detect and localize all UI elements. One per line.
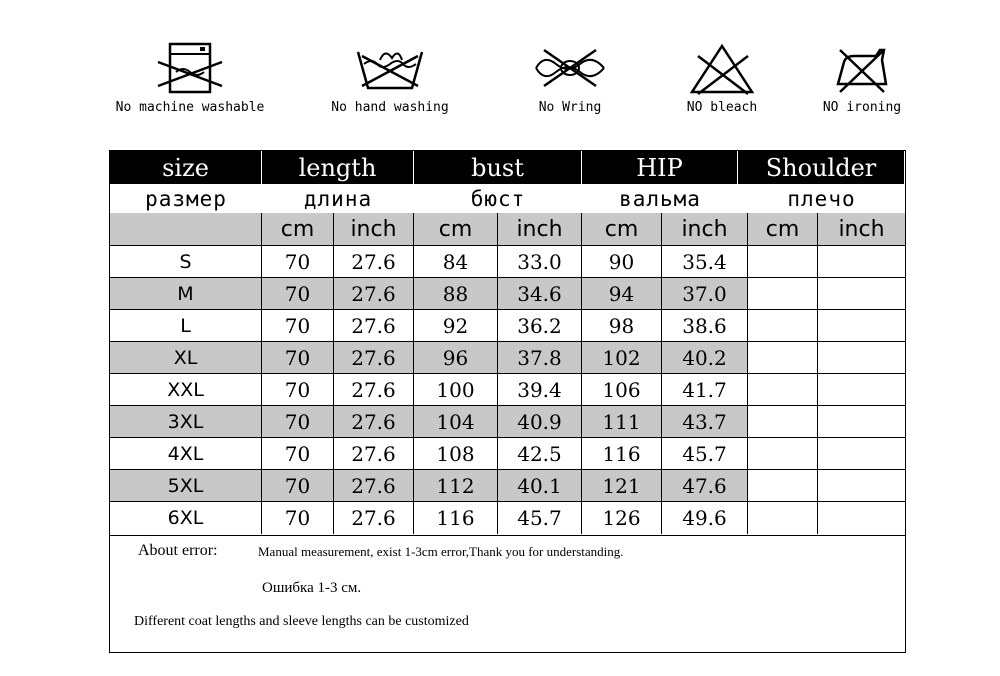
unit-cell: cm: [262, 213, 334, 245]
size-cell: 5XL: [110, 470, 262, 502]
care-label: No Wring: [538, 100, 602, 115]
value-cell: 40.2: [662, 342, 748, 374]
value-cell: 94: [582, 278, 662, 310]
about-error-label: About error:: [138, 542, 218, 559]
unit-cell: cm: [414, 213, 498, 245]
care-no-hand-wash: [300, 40, 480, 115]
header-ru-shoulder: плечо: [787, 186, 856, 211]
care-label: NO ironing: [822, 100, 902, 115]
value-cell: 27.6: [334, 438, 414, 470]
size-cell: L: [110, 310, 262, 342]
value-cell: 42.5: [498, 438, 582, 470]
value-cell: 102: [582, 342, 662, 374]
table-row: [110, 469, 905, 502]
size-cell: XL: [110, 342, 262, 374]
value-cell: 84: [414, 246, 498, 278]
size-cell: S: [110, 246, 262, 278]
value-cell: [748, 374, 818, 406]
value-cell: 38.6: [662, 310, 748, 342]
care-no-machine-wash: [100, 40, 280, 115]
value-cell: 40.9: [498, 406, 582, 438]
value-cell: [748, 438, 818, 470]
value-cell: 27.6: [334, 502, 414, 534]
care-label: NO bleach: [686, 100, 758, 115]
table-row: [110, 405, 905, 438]
value-cell: [818, 438, 905, 470]
size-cell: 3XL: [110, 406, 262, 438]
care-label: No hand washing: [331, 100, 449, 115]
value-cell: 39.4: [498, 374, 582, 406]
value-cell: 70: [262, 470, 334, 502]
value-cell: 40.1: [498, 470, 582, 502]
unit-cell: inch: [838, 216, 885, 242]
header-ru-size: размер: [145, 186, 227, 211]
value-cell: 37.0: [662, 278, 748, 310]
value-cell: 27.6: [334, 278, 414, 310]
value-cell: 27.6: [334, 246, 414, 278]
value-cell: 35.4: [662, 246, 748, 278]
value-cell: [818, 310, 905, 342]
table-header-ru-row: [110, 184, 905, 214]
custom-note: Different coat lengths and sleeve lengths can be customized: [134, 614, 469, 629]
value-cell: 106: [582, 374, 662, 406]
value-cell: 100: [414, 374, 498, 406]
value-cell: 45.7: [662, 438, 748, 470]
header-ru-length: длина: [303, 186, 373, 211]
header-hip: HIP: [582, 151, 738, 184]
value-cell: 49.6: [662, 502, 748, 534]
value-cell: 70: [262, 342, 334, 374]
value-cell: [748, 470, 818, 502]
value-cell: 70: [262, 502, 334, 534]
value-cell: 96: [414, 342, 498, 374]
value-cell: 47.6: [662, 470, 748, 502]
value-cell: 126: [582, 502, 662, 534]
value-cell: [748, 278, 818, 310]
value-cell: 70: [262, 310, 334, 342]
value-cell: 92: [414, 310, 498, 342]
value-cell: 43.7: [662, 406, 748, 438]
header-shoulder: Shoulder: [738, 151, 905, 184]
no-machine-wash-icon: [150, 40, 230, 96]
units-row: [110, 213, 905, 245]
unit-cell: inch: [334, 213, 414, 245]
value-cell: 70: [262, 374, 334, 406]
table-header-row: [110, 151, 905, 184]
value-cell: 104: [414, 406, 498, 438]
value-cell: 70: [262, 438, 334, 470]
header-ru-hip: вальма: [619, 186, 701, 211]
no-bleach-icon: [682, 40, 762, 96]
value-cell: 108: [414, 438, 498, 470]
table-row: [110, 277, 905, 310]
value-cell: [748, 342, 818, 374]
table-row: [110, 245, 905, 278]
unit-cell: inch: [662, 213, 748, 245]
about-error-text: Manual measurement, exist 1-3cm error,Thank you for understanding.: [258, 544, 624, 559]
value-cell: 36.2: [498, 310, 582, 342]
value-cell: 112: [414, 470, 498, 502]
value-cell: 116: [582, 438, 662, 470]
value-cell: [818, 342, 905, 374]
value-cell: 27.6: [334, 470, 414, 502]
table-row: [110, 437, 905, 470]
value-cell: [748, 502, 818, 534]
header-length: length: [262, 151, 414, 184]
size-cell: 4XL: [110, 438, 262, 470]
value-cell: [748, 310, 818, 342]
value-cell: 34.6: [498, 278, 582, 310]
care-no-ironing: [772, 40, 952, 115]
header-bust: bust: [414, 151, 582, 184]
notes-section: [110, 535, 905, 653]
size-chart-table: [109, 150, 906, 653]
unit-cell: cm: [748, 213, 818, 245]
value-cell: 37.8: [498, 342, 582, 374]
no-ironing-icon: [822, 40, 902, 96]
no-hand-wash-icon: [350, 40, 430, 96]
value-cell: [818, 278, 905, 310]
size-cell: XXL: [110, 374, 262, 406]
value-cell: [748, 406, 818, 438]
table-row: [110, 341, 905, 374]
header-ru-bust: бюст: [470, 186, 526, 211]
value-cell: 111: [582, 406, 662, 438]
value-cell: [748, 246, 818, 278]
units-blank: [110, 213, 262, 245]
size-cell: M: [110, 278, 262, 310]
value-cell: 90: [582, 246, 662, 278]
value-cell: 27.6: [334, 406, 414, 438]
value-cell: [818, 406, 905, 438]
table-row: [110, 373, 905, 406]
table-row: [110, 309, 905, 342]
value-cell: [818, 246, 905, 278]
value-cell: [818, 470, 905, 502]
value-cell: 45.7: [498, 502, 582, 534]
table-row: [110, 501, 905, 534]
value-cell: 27.6: [334, 342, 414, 374]
value-cell: [818, 502, 905, 534]
size-cell: 6XL: [110, 502, 262, 534]
no-wring-icon: [530, 40, 610, 96]
value-cell: 27.6: [334, 310, 414, 342]
error-text-ru: Ошибка 1-3 см.: [262, 580, 362, 596]
value-cell: [818, 374, 905, 406]
value-cell: 116: [414, 502, 498, 534]
header-size: size: [110, 151, 262, 184]
value-cell: 98: [582, 310, 662, 342]
value-cell: 41.7: [662, 374, 748, 406]
value-cell: 70: [262, 278, 334, 310]
value-cell: 70: [262, 406, 334, 438]
unit-cell: cm: [582, 213, 662, 245]
value-cell: 27.6: [334, 374, 414, 406]
value-cell: 70: [262, 246, 334, 278]
value-cell: 33.0: [498, 246, 582, 278]
unit-cell: inch: [498, 213, 582, 245]
value-cell: 121: [582, 470, 662, 502]
care-label: No machine washable: [115, 100, 265, 115]
value-cell: 88: [414, 278, 498, 310]
